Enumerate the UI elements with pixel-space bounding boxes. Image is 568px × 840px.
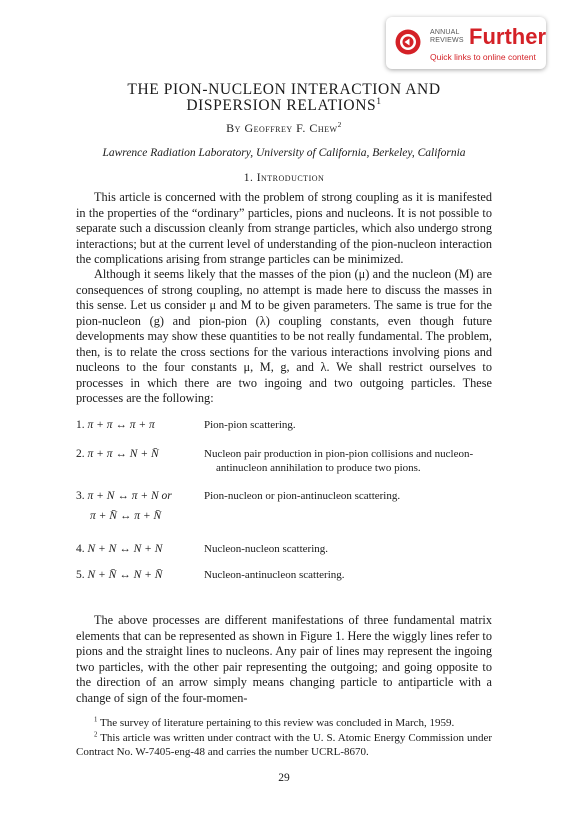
- body-paragraph-3: The above processes are different manifestations of three fundamental matrix elements that can be represented as shown in Figure 1. Here the wiggly lines refer to pions and the straight lines to nucleons. Any pair of lines may represent the ingoing two particles, with the other pair representing the outgoing; and going opposite to the direction of an arrow simply means changing particle to antiparticle with a change of sign of the four-momen-: [76, 613, 492, 705]
- page-number: 29: [278, 772, 290, 784]
- process-number: 3.: [76, 490, 85, 502]
- footnote-2: [76, 731, 492, 759]
- footnote-1: [76, 716, 492, 730]
- footnote-text: The survey of literature pertaining to this review was concluded in March, 1959.: [99, 717, 455, 729]
- process-description-5: [204, 568, 494, 582]
- process-description-text: Nucleon-nucleon scattering.: [204, 543, 329, 555]
- process-reaction-3: [76, 489, 172, 503]
- footnote-mark: 1: [94, 716, 98, 724]
- process-description-continuation: antinucleon annihilation to produce two pions.: [216, 462, 421, 474]
- process-equation: π + N ↔ π + N or: [87, 490, 172, 502]
- section-number: 1.: [243, 172, 254, 184]
- process-description-text: Nucleon pair production in pion-pion collisions and nucleon-: [204, 448, 474, 460]
- process-reaction-2: [76, 447, 159, 461]
- author-affiliation: Lawrence Radiation Laboratory, University of California, Berkeley, California: [102, 147, 466, 159]
- annual-reviews-further-badge[interactable]: [386, 17, 546, 69]
- badge-reviews-text: REVIEWS: [430, 37, 464, 44]
- badge-subtitle: Quick links to online content: [430, 52, 536, 62]
- process-description-3: [204, 489, 494, 503]
- process-description-2: [204, 447, 494, 475]
- author-prefix: By: [226, 121, 241, 135]
- body-paragraph-1: This article is concerned with the problem of strong coupling as it is manifested in the properties of the “ordinary” particles, pions and nucleons. It is not possible to separate such a discussion cleanly from strange particles, which also undergo strong interactions; but at the current level of understanding of the pion-nucleon interaction the complications arising from strange particles can be minimized.: [76, 190, 492, 267]
- badge-annual-text: ANNUAL: [430, 29, 460, 36]
- footnote-text: This article was written under contract with the U. S. Atomic Energy Commission under Contract No. W-7405-eng-48 and carries the number UCRL-8670.: [76, 732, 492, 758]
- section-title: Introduction: [256, 172, 325, 184]
- annual-reviews-logo-icon: [395, 29, 421, 55]
- process-description-4: [204, 542, 494, 556]
- process-description-text: Nucleon-antinucleon scattering.: [204, 569, 345, 581]
- process-number: 2.: [76, 448, 85, 460]
- author-footnote-mark: 2: [337, 120, 342, 129]
- author-name: Geoffrey F. Chew: [244, 121, 338, 135]
- section-heading: [0, 171, 568, 185]
- process-description-text: Pion-pion scattering.: [204, 419, 296, 431]
- process-reaction-5: [76, 568, 162, 582]
- article-title-line-1: THE PION-NUCLEON INTERACTION AND: [127, 81, 441, 98]
- process-description-1: [204, 418, 494, 432]
- body-paragraph-2: Although it seems likely that the masses of the pion (μ) and the nucleon (M) are consequences of strong coupling, no attempt is made here to discuss the masses in this sense. Let us consider μ and M to be given parameters. The same is true for the pion-nucleon (g) and pion-pion (λ) coupling constants, even though future developments may show these quantities to be not really fundamental. The problem, then, is to relate the cross sections for the various interactions involving pions and nucleons to the four constants μ, M, g, and λ. We shall restrict ourselves to processes in which there are two ingoing and two outgoing particles. These processes are the following:: [76, 267, 492, 406]
- process-number: 5.: [76, 569, 85, 581]
- process-reaction-1: [76, 418, 155, 432]
- article-title-line-2: [0, 97, 568, 114]
- process-equation: N + N ↔ N + N: [87, 543, 163, 555]
- badge-further-text: Further: [469, 24, 546, 49]
- process-equation: π + N̄ ↔ π + N̄: [90, 510, 162, 522]
- process-equation: π + π ↔ N + N̄: [87, 448, 159, 460]
- process-description-text: Pion-nucleon or pion-antinucleon scattering.: [204, 490, 401, 502]
- process-number: 4.: [76, 543, 85, 555]
- process-number: 1.: [76, 419, 85, 431]
- process-reaction-4: [76, 542, 162, 556]
- article-title-text: DISPERSION RELATIONS: [186, 97, 377, 114]
- article-author: [0, 121, 568, 135]
- footnote-mark: 2: [94, 731, 98, 739]
- badge-annual-reviews-label: [430, 29, 464, 45]
- title-footnote-mark: 1: [376, 95, 382, 107]
- process-equation: π + π ↔ π + π: [87, 419, 155, 431]
- process-equation: N + N̄ ↔ N + N̄: [87, 569, 163, 581]
- process-reaction-3-continuation: [90, 509, 161, 523]
